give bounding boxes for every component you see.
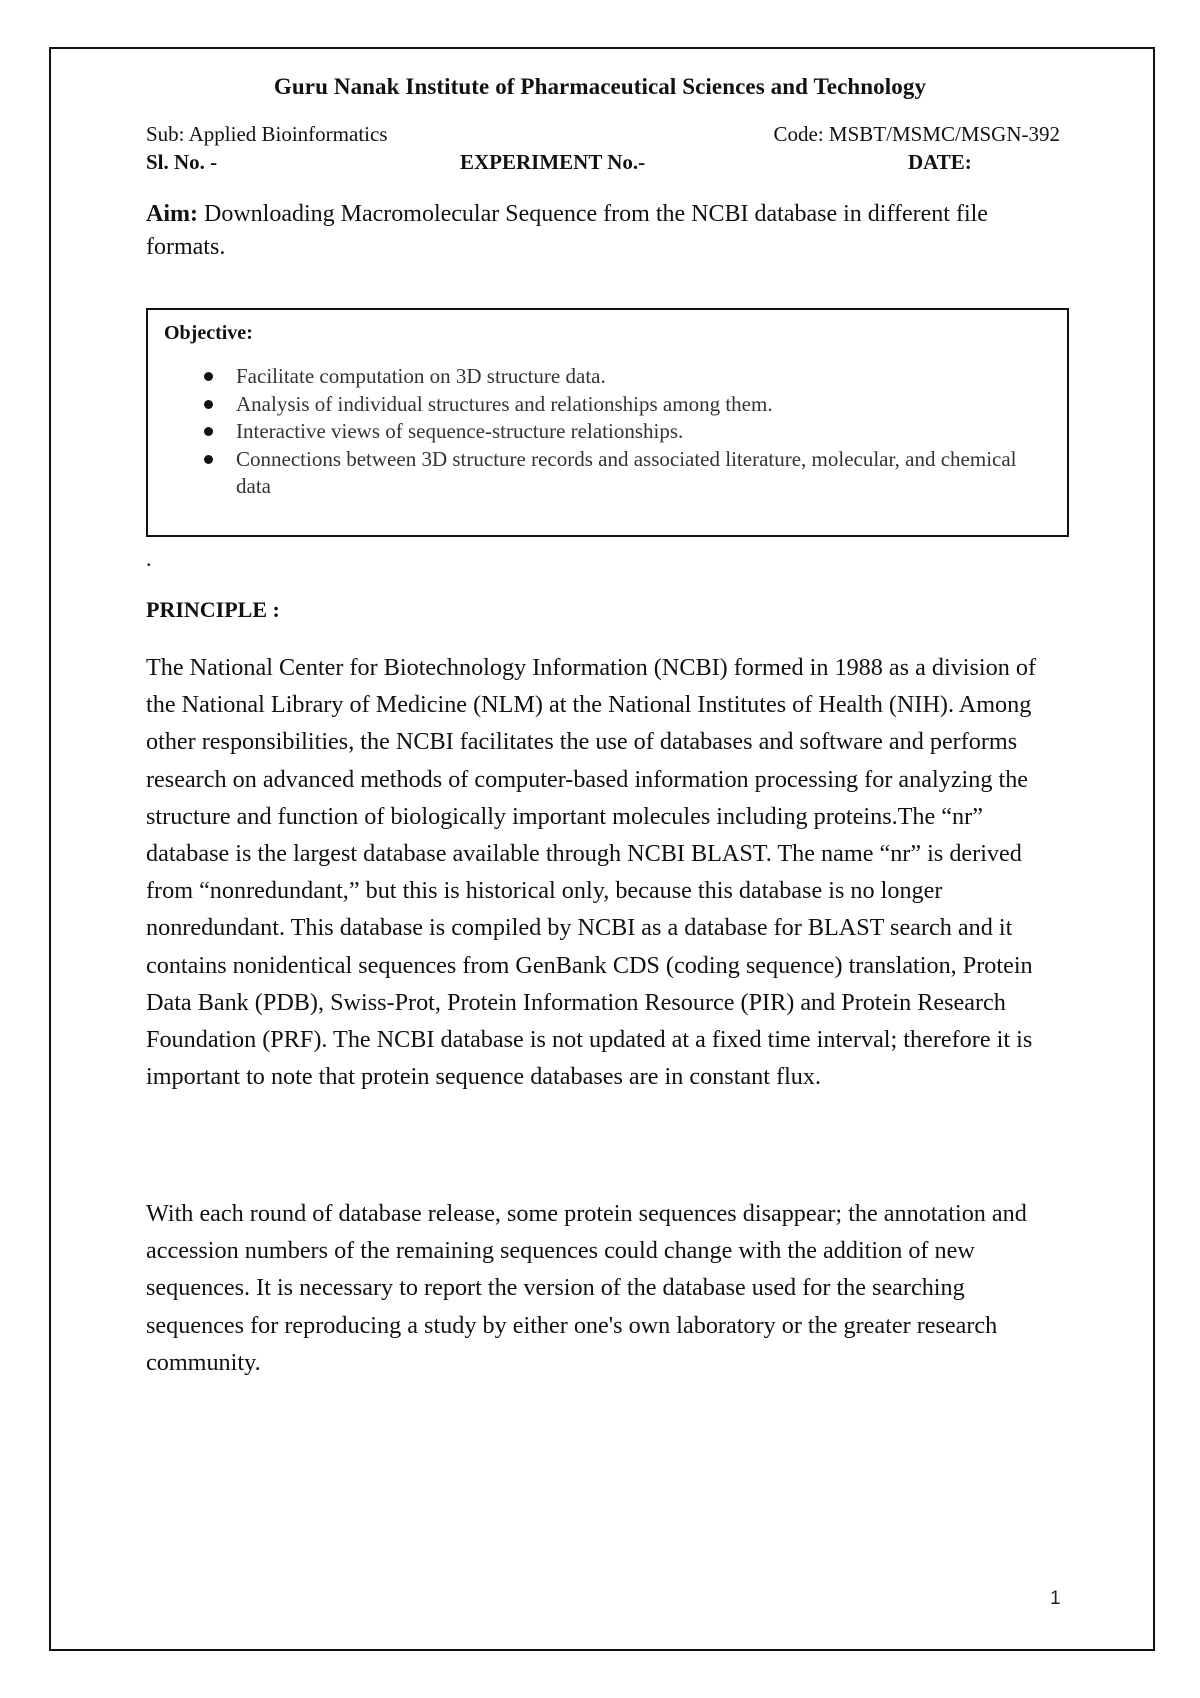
objective-box xyxy=(146,308,1069,537)
bullet-icon xyxy=(204,372,213,381)
objective-title: Objective: xyxy=(164,322,253,344)
list-item xyxy=(164,363,1051,391)
list-item xyxy=(164,446,1051,501)
principle-paragraph-1: The National Center for Biotechnology Information (NCBI) formed in 1988 as a division of the National Library of Medicine (NLM) at the National Institutes of Health (NIH). Among other responsibilities, the NCBI facilitates the use of databases and software and performs research on advanced methods of computer-based information processing for analyzing the structure and function of biologically important molecules including proteins.The “nr” database is the largest database available through NCBI BLAST. The name “nr” is derived from “nonredundant,” but this is historical only, because this database is no longer nonredundant. This database is compiled by NCBI as a database for BLAST search and it contains nonidentical sequences from GenBank CDS (coding sequence) translation, Protein Data Bank (PDB), Swiss-Prot, Protein Information Resource (PIR) and Protein Research Foundation (PRF). The NCBI database is not updated at a fixed time interval; therefore it is important to note that protein sequence databases are in constant flux. xyxy=(146,654,1037,1091)
aim-label: Aim: xyxy=(146,201,198,227)
objective-item-text: Facilitate computation on 3D structure data. xyxy=(236,364,606,388)
objective-item-text: Interactive views of sequence-structure relationships. xyxy=(236,419,684,443)
subject-label: Sub: Applied Bioinformatics xyxy=(146,122,388,146)
experiment-info-row xyxy=(146,150,1066,178)
course-code: Code: MSBT/MSMC/MSGN-392 xyxy=(773,122,1060,146)
aim-section xyxy=(146,198,1046,264)
principle-heading: PRINCIPLE : xyxy=(146,597,280,622)
subject-code-row xyxy=(146,122,1060,147)
aim-text: Downloading Macromolecular Sequence from the NCBI database in different file formats. xyxy=(146,201,988,260)
separator-dot: . xyxy=(146,546,152,571)
experiment-number-label: EXPERIMENT No.- xyxy=(460,150,646,174)
bullet-icon xyxy=(204,400,213,409)
bullet-icon xyxy=(204,427,213,436)
list-item xyxy=(164,418,1051,446)
objective-list xyxy=(164,363,1051,501)
page-number: 1 xyxy=(1050,1588,1061,1609)
principle-paragraph-2: With each round of database release, some protein sequences disappear; the annotation and accession numbers of the remaining sequences could change with the addition of new sequences. It is necessary to report the version of the database used for the searching sequences for reproducing a study by either one's own laboratory or the greater research community. xyxy=(146,1200,1027,1376)
objective-item-text: Connections between 3D structure records and associated literature, molecular, and chemical data xyxy=(236,446,1017,498)
date-label: DATE: xyxy=(908,150,972,174)
bullet-icon xyxy=(204,455,213,464)
serial-number-label: Sl. No. - xyxy=(146,150,218,174)
list-item xyxy=(164,391,1051,419)
objective-item-text: Analysis of individual structures and relationships among them. xyxy=(236,391,773,416)
institute-title: Guru Nanak Institute of Pharmaceutical Sciences and Technology xyxy=(273,74,927,99)
